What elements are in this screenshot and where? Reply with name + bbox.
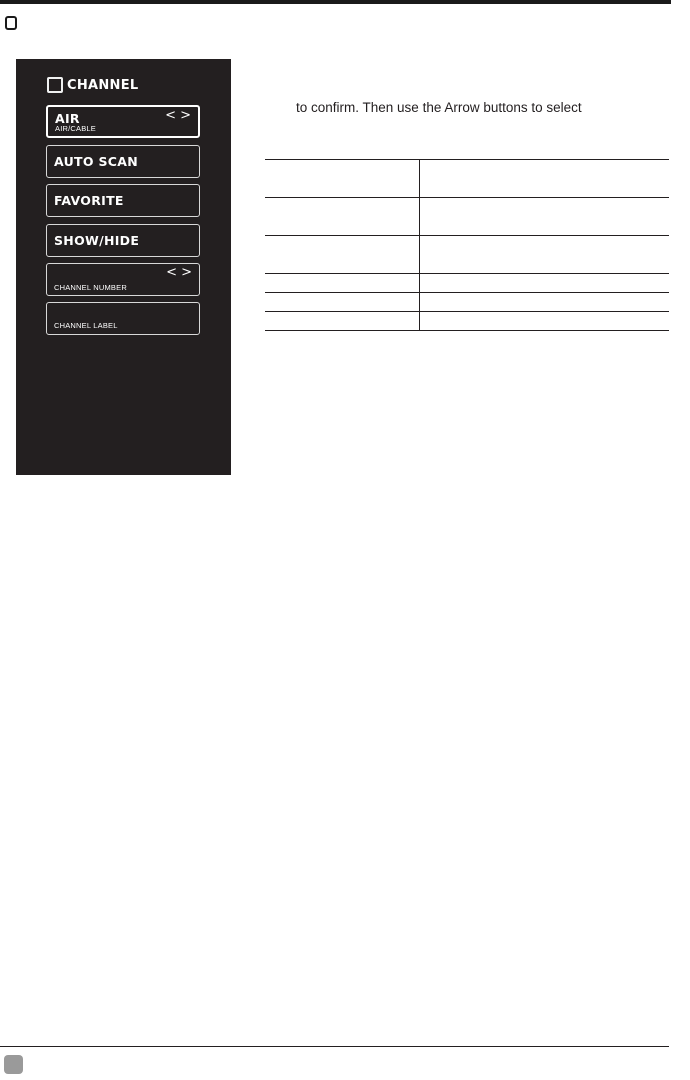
settings-table	[265, 159, 669, 331]
table-row	[265, 160, 669, 198]
table-row	[265, 198, 669, 236]
bottom-rule	[0, 1046, 669, 1047]
menu-item-label: AUTO SCAN	[54, 154, 138, 169]
left-right-arrows-icon: < >	[165, 108, 191, 123]
table-cell	[420, 274, 670, 293]
top-rule	[0, 0, 671, 4]
menu-item-sublabel: CHANNEL LABEL	[54, 321, 118, 330]
menu-item-channel-number[interactable]	[46, 263, 200, 296]
menu-item-sublabel: AIR/CABLE	[55, 124, 96, 133]
menu-item-label: FAVORITE	[54, 193, 124, 208]
table-cell	[420, 312, 670, 331]
table-row	[265, 293, 669, 312]
table-cell	[420, 160, 670, 198]
table-cell	[265, 198, 420, 236]
table-cell	[420, 293, 670, 312]
table-row	[265, 274, 669, 293]
menu-item-auto-scan[interactable]	[46, 145, 200, 178]
left-right-arrows-icon: < >	[166, 265, 192, 280]
table-cell	[265, 312, 420, 331]
menu-item-favorite[interactable]	[46, 184, 200, 217]
table-cell	[265, 160, 420, 198]
panel-title: CHANNEL	[67, 77, 139, 93]
table-cell	[265, 236, 420, 274]
table-cell	[265, 293, 420, 312]
panel-header	[47, 77, 139, 93]
table-cell	[420, 236, 670, 274]
page-tab-icon	[4, 1055, 23, 1074]
menu-item-show-hide[interactable]	[46, 224, 200, 257]
menu-item-label: AIR	[55, 111, 80, 126]
table-cell	[265, 274, 420, 293]
table-cell	[420, 198, 670, 236]
section-checkbox-icon	[5, 16, 17, 30]
menu-item-label: SHOW/HIDE	[54, 233, 140, 248]
menu-item-sublabel: CHANNEL NUMBER	[54, 283, 127, 292]
channel-menu-panel	[16, 59, 231, 475]
channel-menu-icon	[47, 77, 63, 93]
menu-item-air[interactable]	[46, 105, 200, 138]
instruction-text: to confirm. Then use the Arrow buttons to select	[296, 100, 582, 115]
menu-item-channel-label[interactable]	[46, 302, 200, 335]
table-row	[265, 312, 669, 331]
table-row	[265, 236, 669, 274]
